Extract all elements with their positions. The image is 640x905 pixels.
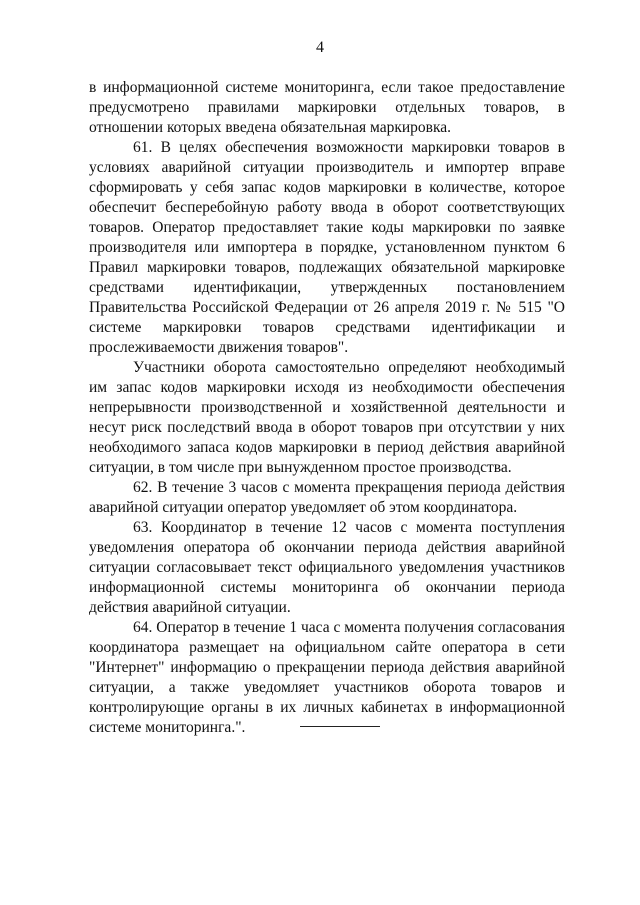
paragraph-item-64: 64. Оператор в течение 1 часа с момента получения согласования координатора размещает на официальном сайте оператора в сети "Интернет" информацию о прекращении периода действия аварийной ситуации, а также уведомляет участников оборота товаров и контролирующие органы в их личных кабинетах в информационной системе мониторинга.". — [89, 619, 565, 736]
paragraph-item-63: 63. Координатор в течение 12 часов с момента поступления уведомления оператора об окончании периода действия аварийной ситуации согласовывает текст официального уведомления участников информационной системы мониторинга об окончании периода действия аварийной ситуации. — [89, 519, 565, 616]
paragraph-item-61: 61. В целях обеспечения возможности маркировки товаров в условиях аварийной ситуации производитель и импортер вправе сформировать у себя запас кодов маркировки в количестве, которое обеспечит бесперебойную работу ввода в оборот соответствующих товаров. Оператор предоставляет такие коды маркировки по заявке производителя или импортера в порядке, установленном пунктом 6 Правил маркировки товаров, подлежащих обязательной маркировке средствами идентификации, утвержденных постановлением Правительства Российской Федерации от 26 апреля 2019 г. № 515 "О системе маркировки товаров средствами идентификации и прослеживаемости движения товаров". — [89, 139, 565, 356]
page-number: 4 — [316, 39, 324, 56]
end-separator-line — [300, 726, 380, 727]
paragraph-item-61-participants: Участники оборота самостоятельно определяют необходимый им запас кодов маркировки исходя из необходимости обеспечения непрерывности производственной и хозяйственной деятельности и несут риск последствий ввода в оборот товаров при отсутствии у них необходимого запаса кодов маркировки в период действия аварийной ситуации, в том числе при вынужденном простое производства. — [89, 359, 565, 476]
paragraph-item-62: 62. В течение 3 часов с момента прекращения периода действия аварийной ситуации оператор уведомляет об этом координатора. — [89, 479, 565, 516]
document-body — [89, 78, 565, 738]
paragraph-continuation: в информационной системе мониторинга, если такое предоставление предусмотрено правилами маркировки отдельных товаров, в отношении которых введена обязательная маркировка. — [89, 79, 565, 136]
